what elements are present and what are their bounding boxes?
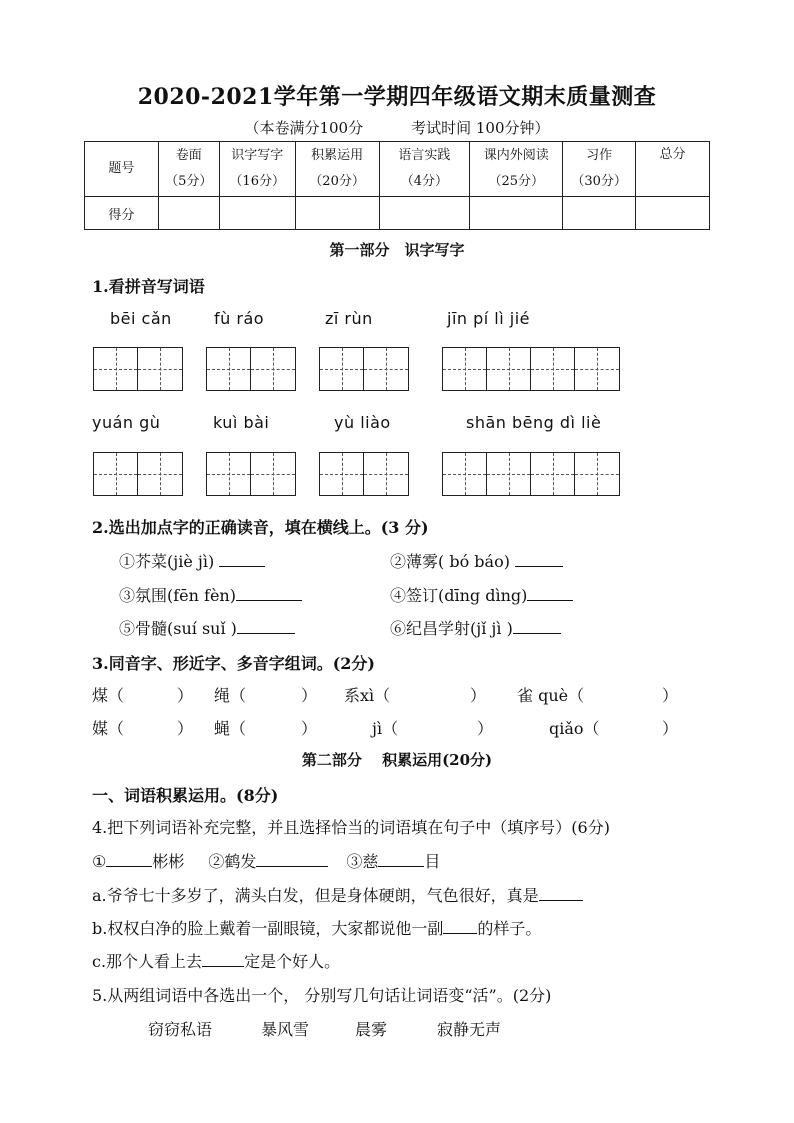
q4-sentence-b: b.权权白净的脸上戴着一副眼镜，大家都说他一副 的样子。 — [92, 919, 542, 938]
q5-word: 窃窃私语 — [148, 1020, 213, 1039]
answer-blank[interactable] — [237, 619, 295, 634]
q2-item-text: ②薄雾( bó báo) — [390, 552, 510, 571]
writing-grid[interactable] — [93, 347, 183, 391]
answer-blank[interactable] — [527, 586, 573, 601]
subtitle-total-score: （本卷满分100分 — [244, 119, 364, 137]
page-title: 2020-2021学年第一学期四年级语文期末质量测查 — [137, 84, 657, 110]
q3-word: ） — [177, 686, 194, 705]
writing-grid[interactable] — [319, 347, 409, 391]
col-name: 习作 — [586, 148, 613, 163]
q3-word: 绳（ — [214, 686, 247, 705]
score-cell[interactable] — [219, 197, 295, 230]
q2-item — [390, 616, 561, 639]
q2-item — [119, 583, 302, 606]
q3-word: 系xì（ — [344, 686, 391, 705]
answer-blank[interactable] — [443, 919, 477, 934]
answer-blank[interactable] — [539, 886, 583, 901]
score-table — [84, 141, 710, 230]
pinyin: shān bēng dì liè — [466, 413, 602, 432]
col-points: （16分） — [229, 174, 285, 189]
col-name: 总分 — [659, 147, 686, 162]
col-name: 积累运用 — [311, 148, 364, 163]
col-name: 识字写字 — [231, 148, 284, 163]
writing-grid[interactable] — [442, 452, 620, 496]
q3-word: ） — [662, 686, 679, 705]
score-table-row-label: 得分 — [85, 197, 159, 230]
fill-text: 彬彬 — [152, 852, 185, 871]
q3-label: 3.同音字、形近字、多音字组词。(2分) — [92, 654, 375, 673]
q3-word: jì（ — [372, 719, 399, 738]
col-points: （30分） — [571, 174, 627, 189]
writing-grid[interactable] — [206, 347, 296, 391]
score-table-header-row — [85, 142, 710, 197]
q2-item — [390, 549, 563, 572]
q2-item-text: ⑥纪昌学射(jǐ jì ) — [390, 619, 513, 638]
pinyin: kuì bài — [213, 413, 270, 432]
answer-blank[interactable] — [513, 619, 561, 634]
q3-word: ） — [177, 719, 194, 738]
q3-word: ） — [301, 686, 318, 705]
page-subtitle — [0, 117, 794, 138]
score-cell[interactable] — [295, 197, 379, 230]
q3-word: ） — [477, 719, 494, 738]
pinyin: yuán gù — [92, 413, 161, 432]
q4-fill-row — [92, 849, 440, 872]
q3-word: 雀 què（ — [517, 686, 585, 705]
q3-word: 蝇（ — [214, 719, 247, 738]
score-cell[interactable] — [470, 197, 563, 230]
score-cell[interactable] — [379, 197, 470, 230]
q4-sentence-a: a.爷爷七十多岁了，满头白发，但是身体硬朗，气色很好，真是 — [92, 883, 583, 906]
answer-blank[interactable] — [106, 852, 152, 867]
pinyin: jīn pí lì jié — [447, 309, 531, 328]
score-table-col — [295, 142, 379, 197]
writing-grid[interactable] — [206, 452, 296, 496]
writing-grid[interactable] — [93, 452, 183, 496]
col-points: （25分） — [488, 174, 545, 189]
col-points: （5分） — [165, 174, 213, 189]
pinyin: yù liào — [334, 413, 391, 432]
score-cell[interactable] — [636, 197, 710, 230]
part2-title: 第二部分 积累运用(20分) — [301, 751, 493, 769]
score-table-col — [379, 142, 470, 197]
col-points: （20分） — [309, 174, 365, 189]
fill-text: ②鹤发 — [208, 852, 257, 871]
q4-sentence-c: c.那个人看上去 定是个好人。 — [92, 952, 341, 971]
q2-item-text: ⑤骨髓(suí suǐ ) — [119, 619, 237, 638]
q2-item-text: ④签订(dīng dìng) — [390, 586, 528, 605]
subtitle-exam-time: 考试时间 100分钟） — [411, 119, 550, 137]
fill-text: 目 — [424, 852, 441, 871]
col-name: 卷面 — [175, 148, 202, 163]
q2-item-text: ①芥菜(jiè jì) — [119, 552, 215, 571]
part2-sub1: 一、词语积累运用。(8分) — [92, 786, 279, 805]
fill-prefix: ① — [92, 852, 107, 871]
answer-blank[interactable] — [202, 952, 244, 967]
score-cell[interactable] — [158, 197, 219, 230]
answer-blank[interactable] — [236, 586, 302, 601]
col-name: 课内外阅读 — [483, 148, 549, 163]
q5-label: 5.从两组词语中各选出一个， 分别写几句话让词语变“活”。(2分) — [92, 986, 552, 1005]
col-points: （4分） — [400, 174, 449, 189]
pinyin: zī rùn — [325, 309, 373, 328]
q4-label: 4.把下列词语补充完整，并且选择恰当的词语填在句子中（填序号）(6分) — [92, 818, 610, 837]
answer-blank[interactable] — [219, 552, 265, 567]
answer-blank[interactable] — [378, 852, 424, 867]
writing-grid[interactable] — [319, 452, 409, 496]
fill-text: ③慈 — [346, 852, 379, 871]
score-table-col — [158, 142, 219, 197]
score-table-col — [219, 142, 295, 197]
score-table-col — [470, 142, 563, 197]
answer-blank[interactable] — [256, 852, 328, 867]
score-table-row-label: 题号 — [85, 142, 159, 197]
q2-item-text: ③氛围(fēn fèn) — [119, 586, 236, 605]
q3-word: 媒（ — [92, 719, 125, 738]
q2-item — [390, 583, 573, 606]
q5-word: 暴风雪 — [261, 1020, 310, 1039]
q2-label: 2.选出加点字的正确读音，填在横线上。(3 分) — [92, 518, 429, 537]
q5-word: 寂静无声 — [437, 1020, 502, 1039]
score-table-score-row — [85, 197, 710, 230]
q3-word: qiǎo（ — [549, 719, 600, 738]
q1-label: 1.看拼音写词语 — [92, 277, 205, 296]
q2-item — [119, 549, 265, 572]
q3-word: ） — [662, 719, 679, 738]
pinyin: fù ráo — [214, 309, 265, 328]
q3-word: ） — [470, 686, 487, 705]
score-table-col — [636, 142, 710, 197]
q3-word: 煤（ — [92, 686, 125, 705]
pinyin: bēi cǎn — [110, 309, 172, 328]
score-cell[interactable] — [563, 197, 636, 230]
q3-word: ） — [301, 719, 318, 738]
col-name: 语言实践 — [398, 148, 451, 163]
answer-blank[interactable] — [515, 552, 563, 567]
writing-grid[interactable] — [442, 347, 620, 391]
q5-word: 晨雾 — [355, 1020, 388, 1039]
part1-title: 第一部分 识字写字 — [329, 241, 465, 259]
score-table-col — [563, 142, 636, 197]
q2-item — [119, 616, 295, 639]
